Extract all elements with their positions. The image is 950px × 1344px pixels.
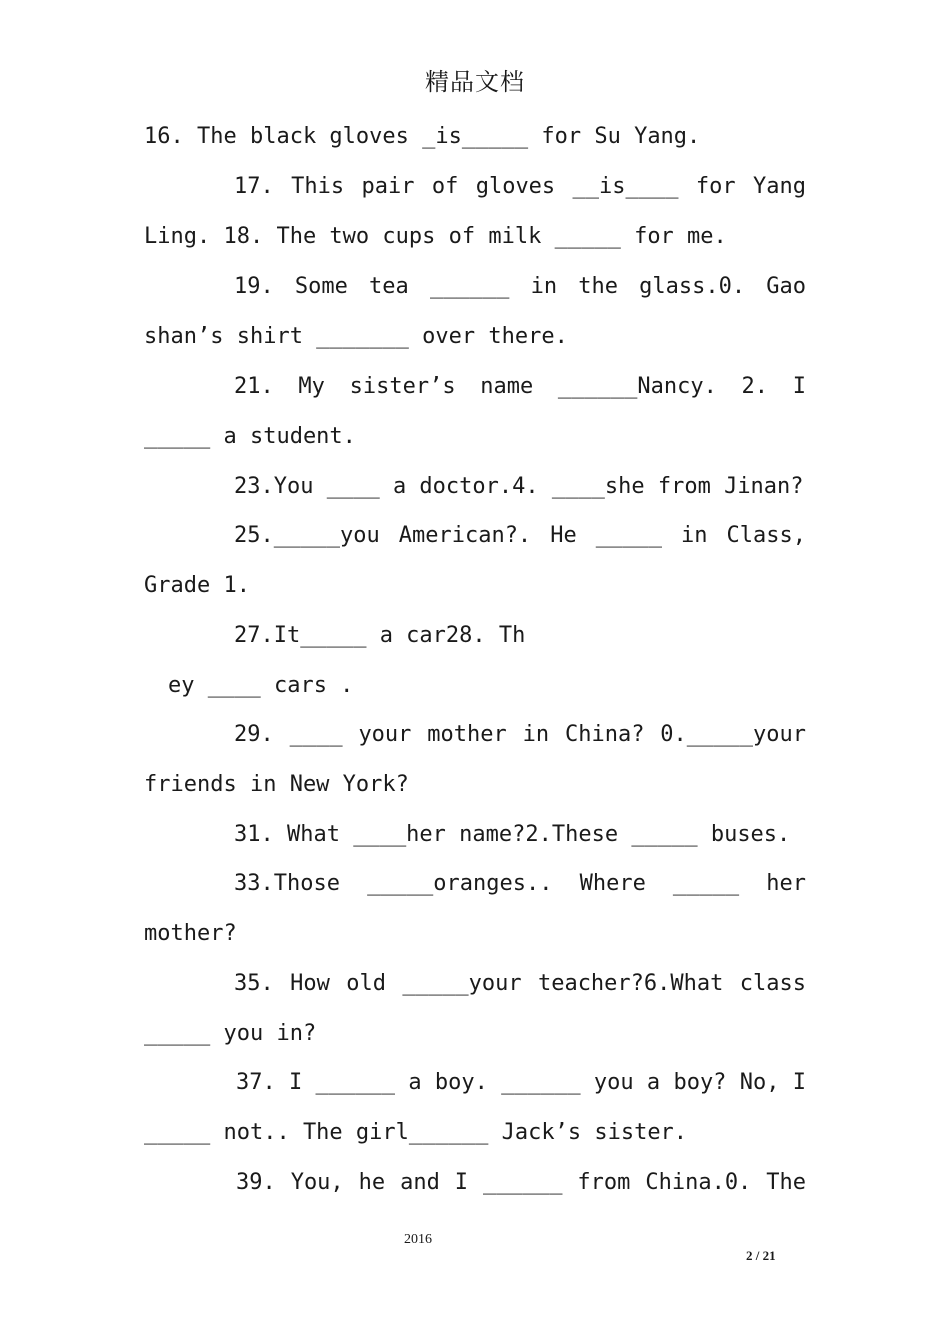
exercise-line-36: _____ you in?: [144, 1021, 317, 1046]
exercise-line-28: ey ____ cars .: [168, 673, 354, 698]
exercise-line-27: 27.It_____ a car28. Th: [234, 623, 526, 648]
exercise-line-17: 17. This pair of gloves __is____ for Yang: [234, 174, 806, 199]
page-number: 2 / 21: [746, 1248, 776, 1263]
exercise-line-39: 39. You, he and I ______ from China.0. The: [236, 1170, 806, 1195]
page-header: 精品文档: [425, 68, 525, 96]
exercise-line-33: 33.Those _____oranges.. Where _____ her: [234, 871, 806, 896]
exercise-line-20: shan’s shirt _______ over there.: [144, 324, 568, 349]
exercise-line-22: _____ a student.: [144, 424, 356, 449]
exercise-line-35: 35. How old _____your teacher?6.What class: [234, 971, 806, 996]
exercise-line-31: 31. What ____her name?2.These _____ buses.: [234, 822, 791, 847]
exercise-line-38: _____ not.. The girl______ Jack’s sister.: [144, 1120, 688, 1145]
exercise-line-23: 23.You ____ a doctor.4. ____she from Jinan?: [234, 474, 804, 499]
exercise-line-37: 37. I ______ a boy. ______ you a boy? No, I: [236, 1070, 806, 1095]
exercise-line-18: Ling. 18. The two cups of milk _____ for me.: [144, 224, 727, 249]
exercise-line-29: 29. ____ your mother in China? 0._____your: [234, 722, 806, 747]
exercise-line-21: 21. My sister’s name ______Nancy. 2. I: [234, 374, 806, 399]
footer-year: 2016: [404, 1232, 432, 1247]
exercise-line-34: mother?: [144, 921, 237, 946]
exercise-line-19: 19. Some tea ______ in the glass.0. Gao: [234, 274, 806, 299]
exercise-line-16: 16. The black gloves _is_____ for Su Yang.: [144, 124, 701, 149]
exercise-line-30: friends in New York?: [144, 772, 409, 797]
exercise-line-26: Grade 1.: [144, 573, 250, 598]
exercise-line-25: 25._____you American?. He _____ in Class,: [234, 523, 806, 548]
